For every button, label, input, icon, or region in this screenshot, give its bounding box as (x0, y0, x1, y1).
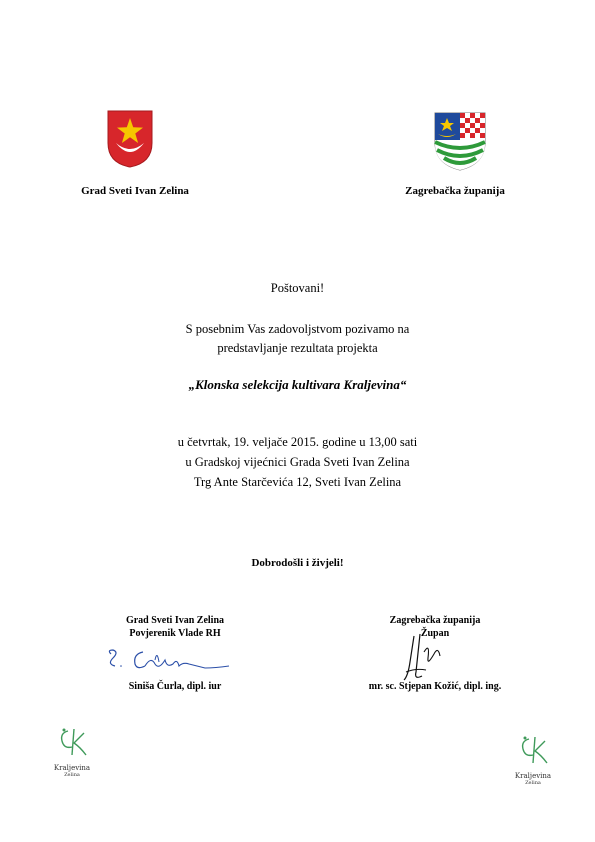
kraljevina-monogram-icon (50, 727, 94, 759)
left-handwritten-signature (105, 646, 235, 676)
intro-line-1: S posebnim Vas zadovoljstvom pozivamo na (185, 322, 410, 336)
project-title: „Klonska selekcija kultivara Kraljevina“ (188, 377, 407, 392)
event-address: Trg Ante Starčevića 12, Sveti Ivan Zelina (193, 475, 402, 489)
kraljevina-logo-text-1: Kraljevina (514, 772, 552, 780)
right-org-label: Zagrebačka županija (405, 185, 505, 197)
left-signatory-name: Siniša Čurla, dipl. iur (128, 681, 222, 692)
zagrebacka-zupanija-coat-of-arms (432, 110, 488, 172)
left-signature-header (65, 614, 285, 640)
left-signature-role: Povjerenik Vlade RH (129, 628, 221, 639)
right-handwritten-signature (400, 632, 450, 684)
event-details (100, 432, 495, 492)
kraljevina-logo-text-2: Zelina (64, 772, 80, 778)
right-signature-org: Zagrebačka županija (389, 615, 481, 626)
sveti-ivan-zelina-coat-of-arms (106, 109, 154, 169)
kraljevina-logo-left (50, 727, 94, 778)
kraljevina-logo-right (511, 735, 555, 786)
event-date: u četvrtak, 19. veljače 2015. godine u 13,00 sati (177, 435, 418, 449)
welcome-text: Dobrodošli i živjeli! (251, 557, 344, 569)
greeting: Poštovani! (270, 281, 325, 295)
event-venue: u Gradskoj vijećnici Grada Sveti Ivan Zelina (185, 455, 410, 469)
invitation-intro (150, 320, 445, 358)
kraljevina-logo-text-2: Zelina (525, 780, 541, 786)
kraljevina-monogram-icon (511, 735, 555, 767)
right-signatory-name: mr. sc. Stjepan Kožić, dipl. ing. (368, 681, 502, 692)
left-org-label: Grad Sveti Ivan Zelina (81, 185, 189, 197)
right-signature-role: Župan (420, 628, 450, 639)
intro-line-2: predstavljanje rezultata projekta (217, 341, 378, 355)
kraljevina-logo-text-1: Kraljevina (53, 764, 91, 772)
left-signature-org: Grad Sveti Ivan Zelina (125, 615, 225, 626)
